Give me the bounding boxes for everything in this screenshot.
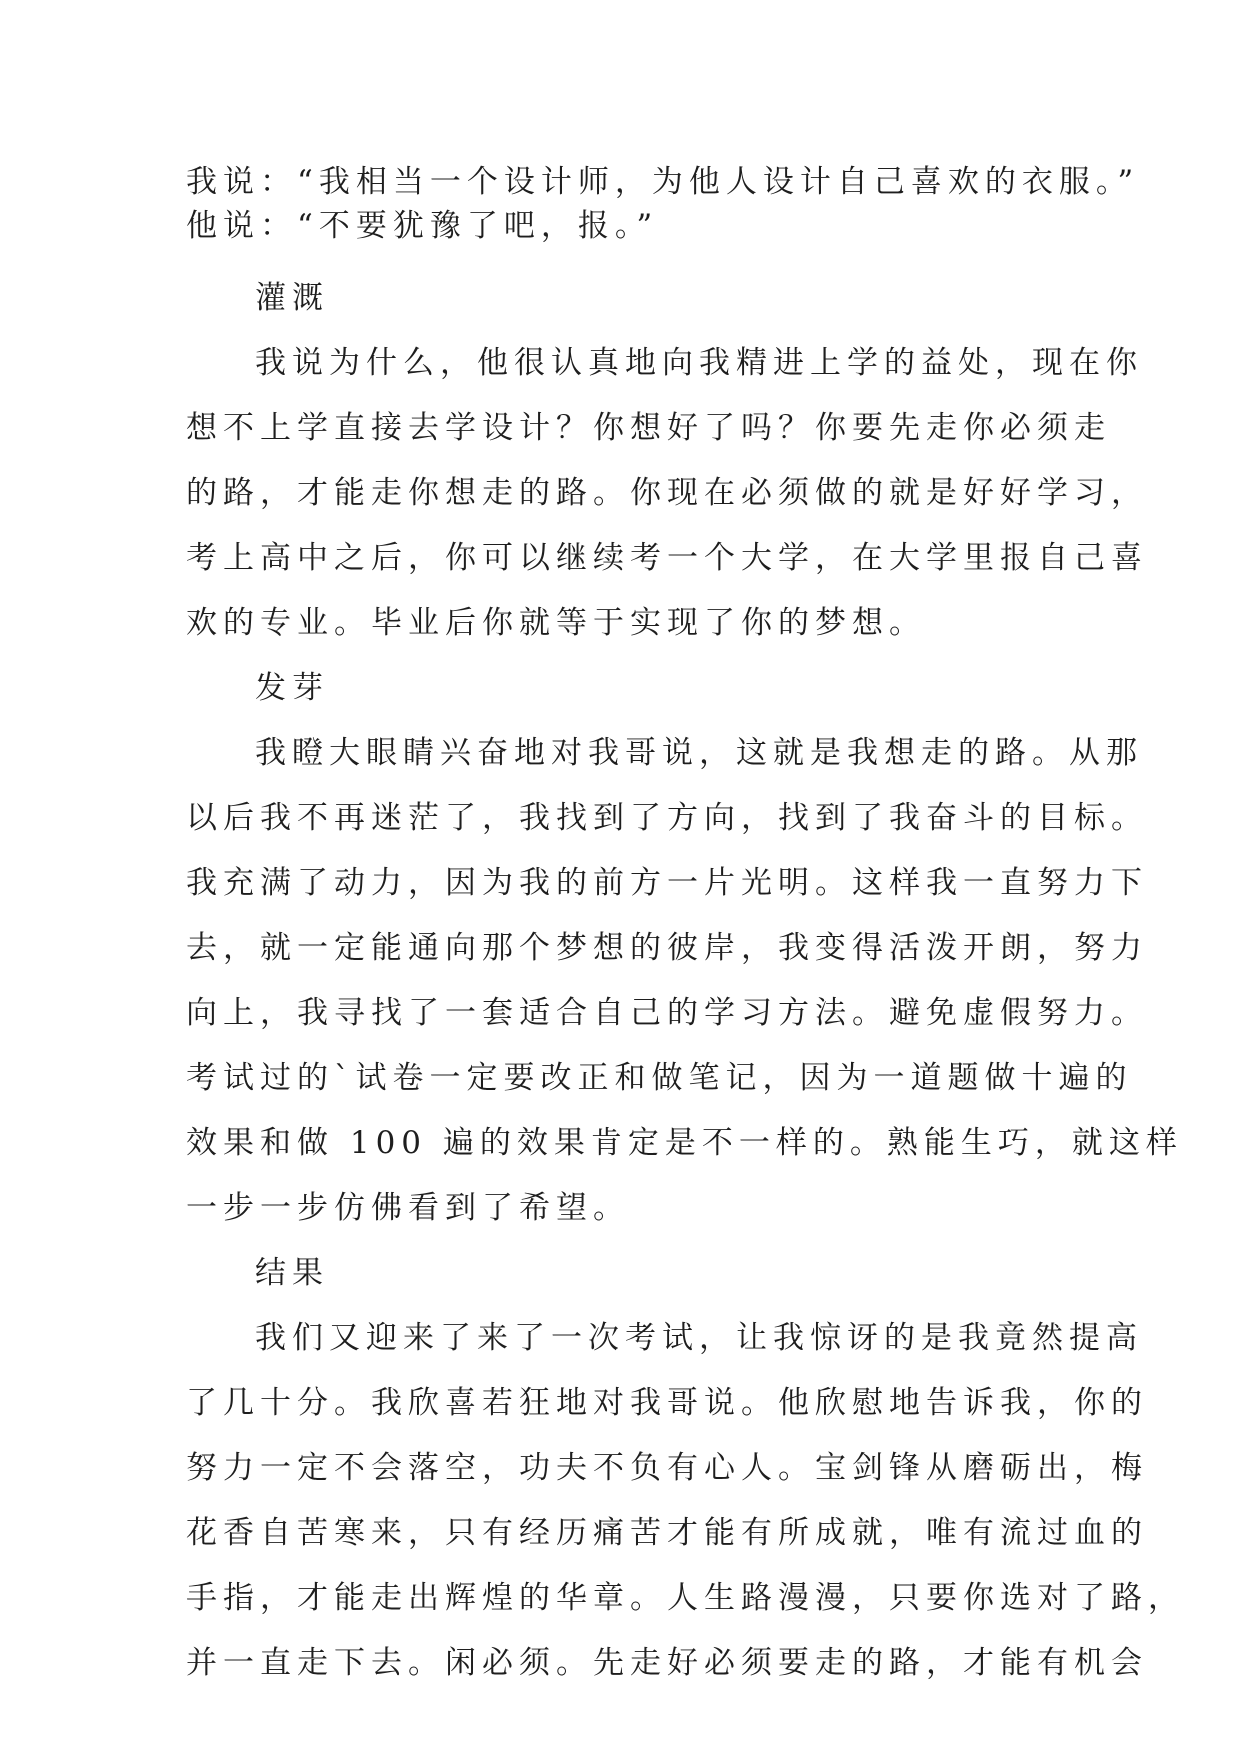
section-heading: 发芽 xyxy=(255,670,329,706)
text-line: 考试过的`试卷一定要改正和做笔记，因为一道题做十遍的 xyxy=(186,1060,1133,1096)
text-line: 的路，才能走你想走的路。你现在必须做的就是好好学习， xyxy=(186,475,1148,511)
document-body xyxy=(186,160,1185,1696)
text-line: 他说：“不要犹豫了吧，报。” xyxy=(186,208,659,244)
text-line: 效果和做 100 遍的效果肯定是不一样的。熟能生巧，就这样 xyxy=(186,1125,1183,1161)
text-line: 向上，我寻找了一套适合自己的学习方法。避免虚假努力。 xyxy=(186,995,1148,1031)
text-line: 我瞪大眼睛兴奋地对我哥说，这就是我想走的路。从那 xyxy=(255,735,1143,771)
section-heading: 灌溉 xyxy=(255,280,329,316)
text-line: 我说：“我相当一个设计师，为他人设计自己喜欢的衣服。” xyxy=(186,164,1140,200)
text-line: 手指，才能走出辉煌的华章。人生路漫漫，只要你选对了路， xyxy=(186,1580,1185,1616)
text-line: 一步一步仿佛看到了希望。 xyxy=(186,1190,630,1226)
section-heading: 结果 xyxy=(255,1255,329,1291)
text-line: 欢的专业。毕业后你就等于实现了你的梦想。 xyxy=(186,605,926,641)
text-line: 考上高中之后，你可以继续考一个大学，在大学里报自己喜 xyxy=(186,540,1148,576)
text-line: 想不上学直接去学设计？你想好了吗？你要先走你必须走 xyxy=(186,410,1111,446)
text-line: 花香自苦寒来，只有经历痛苦才能有所成就，唯有流过血的 xyxy=(186,1515,1148,1551)
text-line: 并一直走下去。闲必须。先走好必须要走的路，才能有机会 xyxy=(186,1645,1148,1681)
text-line: 我说为什么，他很认真地向我精进上学的益处，现在你 xyxy=(255,345,1143,381)
text-line: 努力一定不会落空，功夫不负有心人。宝剑锋从磨砺出，梅 xyxy=(186,1450,1148,1486)
text-line: 我们又迎来了来了一次考试，让我惊讶的是我竟然提高 xyxy=(255,1320,1143,1356)
text-line: 去，就一定能通向那个梦想的彼岸，我变得活泼开朗，努力 xyxy=(186,930,1148,966)
text-line: 我充满了动力，因为我的前方一片光明。这样我一直努力下 xyxy=(186,865,1148,901)
text-line: 了几十分。我欣喜若狂地对我哥说。他欣慰地告诉我，你的 xyxy=(186,1385,1148,1421)
text-line: 以后我不再迷茫了，我找到了方向，找到了我奋斗的目标。 xyxy=(186,800,1148,836)
